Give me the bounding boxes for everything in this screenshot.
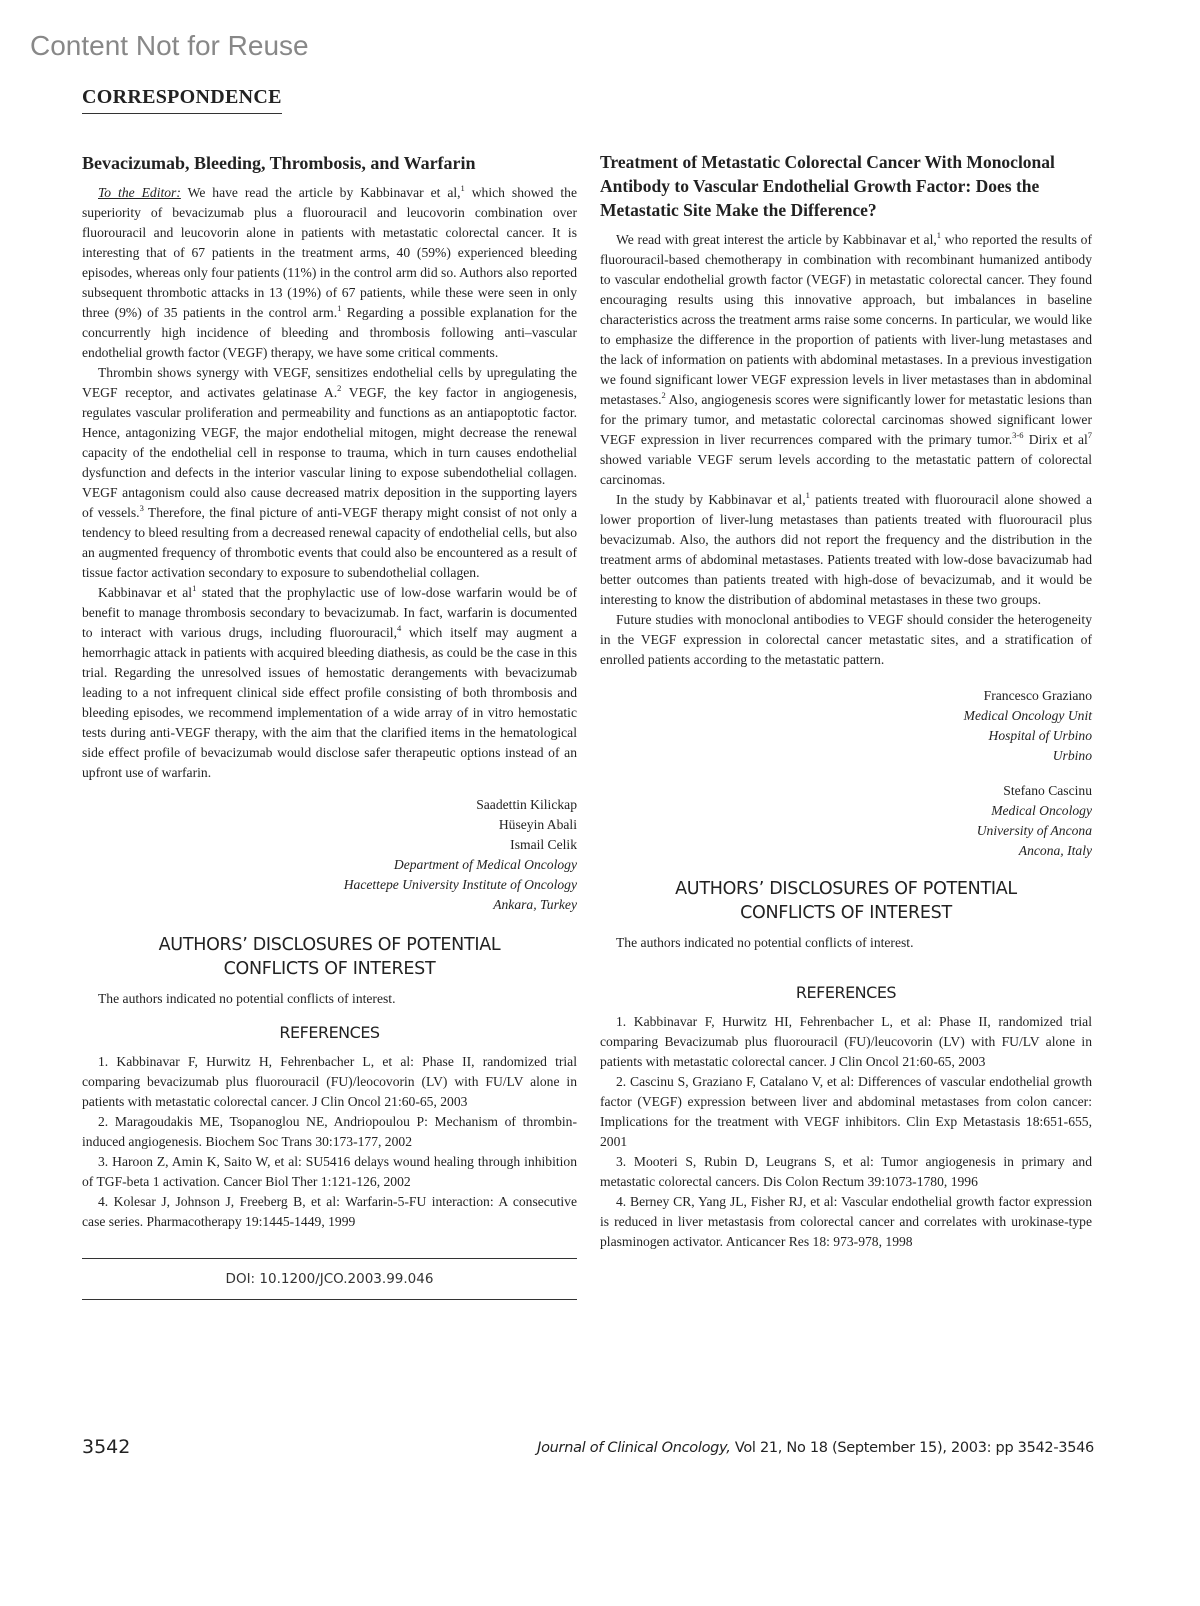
paragraph-text: which showed the superiority of bevacizumab plus a fluorouracil and leucovorin combination over fluorouracil and leucovorin alone in patients with metastatic colorectal cancer. It is interesting that of 67 patients in the treatment arms, 40 (59%) experienced bleeding episodes, whereas only four patients (11%) in the control arm did so. Authors also reported subsequent thrombotic attacks in 13 (19%) of 67 patients, while these were seen in only three (9%) of 35 patients in the control arm. [82, 185, 577, 320]
paragraph-text: which itself may augment a hemorrhagic attack in patients with acquired bleeding diathesis, as could be the case in this trial. Regarding the unresolved issues of hemostatic derangements with bevacizumab leading to a not infrequent clinical side effect profile consisting of both thrombosis and bleeding episodes, we recommend implementation of a wide array of in vitro hemostatic tests during anti-VEGF therapy, with the aim that the clarified items in the hematological side effect profile of bevacizumab would disclose safer therapeutic options instead of an upfront use of warfarin. [82, 625, 577, 780]
reference-superscript: 1 [805, 490, 810, 500]
journal-name: Journal of Clinical Oncology, [537, 1440, 731, 1456]
reference-item: 2. Cascinu S, Graziano F, Catalano V, et al: Differences of vascular endothelial growth factor (VEGF) expression between liver and abdominal metastases from colon cancer: Implications for the treatment with VEGF inhibitors. Clin Exp Metastasis 18:651-655, 2001 [600, 1074, 1092, 1149]
section-title: CORRESPONDENCE [82, 86, 282, 114]
paragraph-text: Also, angiogenesis scores were significantly lower for metastatic lesions than for the primary tumor, and metastatic colorectal carcinomas showed significant lower VEGF expression in liver recurrences compared with the primary tumor. [600, 392, 1092, 447]
author-affiliation: Hospital of Urbino [988, 728, 1092, 743]
right-letter [600, 150, 1092, 1252]
author-affiliation: Department of Medical Oncology [393, 857, 577, 872]
reference-superscript: 7 [1087, 430, 1093, 440]
left-letter-title: Bevacizumab, Bleeding, Thrombosis, and Warfarin [82, 153, 476, 173]
reference-superscript: 3 [139, 503, 144, 513]
author-name: Ismail Celik [510, 837, 577, 852]
paragraph [82, 183, 577, 363]
paragraph-text: Future studies with monoclonal antibodies to VEGF should consider the heterogeneity in the VEGF expression in colorectal cancer metastatic sites, and a stratification of enrolled patients according to the metastatic pattern. [600, 612, 1092, 667]
watermark: Content Not for Reuse [30, 30, 309, 61]
right-disclosure-heading [600, 877, 1092, 925]
reference-superscript: 1 [192, 583, 197, 593]
author-affiliation: Urbino [1052, 748, 1092, 763]
left-signature [82, 795, 577, 915]
reference-item: 1. Kabbinavar F, Hurwitz H, Fehrenbacher L, et al: Phase II, randomized trial comparing bevacizumab plus fluorouracil (FU)/leocovorin (LV) with FU/LV alone in patients with metastatic colorectal cancer. J Clin Oncol 21:60-65, 2003 [82, 1054, 577, 1109]
left-references-heading: REFERENCES [279, 1023, 380, 1042]
reference-superscript: 2 [337, 383, 342, 393]
to-the-editor-label: To the Editor: [98, 185, 181, 200]
reference-superscript: 3-6 [1012, 430, 1024, 440]
paragraph-text: In the study by Kabbinavar et al, [616, 492, 806, 507]
reference-item: 4. Berney CR, Yang JL, Fisher RJ, et al: Vascular endothelial growth factor expression is reduced in liver metastasis from colorectal cancer and correlates with urokinase-type plasminogen activator. Anticancer Res 18: 973-978, 1998 [600, 1194, 1092, 1249]
doi: DOI: 10.1200/JCO.2003.99.046 [225, 1271, 434, 1287]
right-references-heading: REFERENCES [795, 983, 897, 1002]
reference-superscript: 1 [337, 303, 342, 313]
author-affiliation: Ancona, Italy [1018, 843, 1092, 858]
paragraph-text: Therefore, the final picture of anti-VEGF therapy might consist of not only a tendency to bleed resulting from a decreased renewal capacity of endothelial cells, but also an augmented frequency of thrombotic events that could also be encountered as a result of tissue factor activation secondary to exposure to subendothelial collagen. [82, 505, 577, 580]
reference-superscript: 4 [396, 623, 402, 633]
right-references [600, 1012, 1092, 1252]
reference-item: 4. Kolesar J, Johnson J, Freeberg B, et al: Warfarin-5-FU interaction: A consecutive case series. Pharmacotherapy 19:1445-1449, 1999 [82, 1194, 577, 1229]
paragraph-text: Thrombin shows synergy with VEGF, sensitizes endothelial cells by upregulating the VEGF receptor, and activates gelatinase A. [82, 365, 577, 400]
disclosure-heading-line: CONFLICTS OF INTEREST [740, 903, 952, 923]
paragraph [600, 610, 1092, 670]
left-letter [82, 150, 577, 1300]
reference-superscript: 1 [936, 230, 942, 240]
right-signature-1 [600, 686, 1092, 766]
reference-item: 3. Mooteri S, Rubin D, Leugrans S, et al: Tumor angiogenesis in primary and metastatic colorectal cancers. Dis Colon Rectum 39:1073-1780, 1996 [600, 1154, 1092, 1189]
reference-superscript: 2 [661, 390, 666, 400]
author-name: Francesco Graziano [983, 688, 1092, 703]
paragraph-text: VEGF, the key factor in angiogenesis, regulates vascular proliferation and permeability and functions as an antiapoptotic factor. Hence, antagonizing VEGF, the major endothelial mitogen, might decrease the renewal capacity of the endothelial cell in response to trauma, which in turn causes endothelial dysfunction and defects in the interior vascular lining to expose subendothelial collagen. VEGF antagonism could also cause decreased matrix deposition in the supporting layers of vessels. [82, 385, 577, 520]
author-affiliation: Hacettepe University Institute of Oncology [343, 877, 577, 892]
paragraph [600, 490, 1092, 610]
left-disclosure-text: The authors indicated no potential conflicts of interest. [98, 991, 396, 1006]
left-letter-body [82, 183, 577, 783]
right-disclosure-text: The authors indicated no potential conflicts of interest. [616, 935, 914, 950]
paragraph-text: We have read the article by Kabbinavar et al, [180, 185, 461, 200]
disclosure-heading-line: AUTHORS’ DISCLOSURES OF POTENTIAL [158, 935, 501, 955]
author-name: Saadettin Kilickap [476, 797, 577, 812]
author-affiliation: Medical Oncology [991, 803, 1092, 818]
disclosure-heading-line: AUTHORS’ DISCLOSURES OF POTENTIAL [675, 879, 1017, 899]
left-disclosure-heading [82, 933, 577, 981]
paragraph-text: stated that the prophylactic use of low-dose warfarin would be of benefit to manage thrombosis secondary to bevacizumab. In fact, warfarin is documented to interact with various drugs, including fluorouracil, [82, 585, 578, 640]
reference-superscript: 1 [460, 183, 465, 193]
reference-item: 2. Maragoudakis ME, Tsopanoglou NE, Andriopoulou P: Mechanism of thrombin-induced angiogenesis. Biochem Soc Trans 30:173-177, 2002 [82, 1114, 577, 1149]
left-references [82, 1052, 577, 1232]
paragraph [82, 363, 577, 583]
paragraph-text: Kabbinavar et al [98, 585, 193, 600]
reference-item: 1. Kabbinavar F, Hurwitz HI, Fehrenbacher L, et al: Phase II, randomized trial comparing Bevacizumab plus fluorouracil (FU)/leucovorin (LV) with FU/LV alone in patients with metastatic colorectal cancer. J Clin Oncol 21:60-65, 2003 [600, 1014, 1092, 1069]
author-affiliation: Medical Oncology Unit [963, 708, 1092, 723]
paragraph-text: patients treated with fluorouracil alone showed a lower proportion of liver-lung metastases than patients treated with fluorouracil plus bevacizumab. Also, the authors did not report the frequency and the distribution in the treatment arms of abdominal metastases. Patients treated with low-dose bavacizumab had better outcomes than patients treated with high-dose of bevacizumab, and it would be interesting to know the distribution of abdominal metastases in these two groups. [600, 492, 1092, 607]
author-name: Stefano Cascinu [1003, 783, 1092, 798]
paragraph-text: who reported the results of fluorouracil-based chemotherapy in combination with recombinant humanized antibody to vascular endothelial growth factor (VEGF) in metastatic colorectal cancer. They found encouraging results using this innovative approach, but imbalances in baseline characteristics across the treatment arms raise some concerns. In particular, we would like to emphasize the difference in the proportion of patients with liver-lung metastases and the lack of information on patients with abdominal metastases. In a previous investigation we found significant lower VEGF expression levels in liver metastases than in abdominal metastases. [600, 232, 1092, 407]
divider [82, 1299, 577, 1300]
paragraph-text: showed variable VEGF serum levels according to the metastatic pattern of colorectal carcinomas. [600, 452, 1092, 487]
author-affiliation: University of Ancona [976, 823, 1092, 838]
disclosure-heading-line: CONFLICTS OF INTEREST [223, 959, 436, 979]
paragraph-text: Dirix et al [1023, 432, 1088, 447]
journal-citation [537, 1440, 1094, 1456]
paragraph-text: We read with great interest the article by Kabbinavar et al, [616, 232, 937, 247]
author-affiliation: Ankara, Turkey [493, 897, 577, 912]
journal-details: Vol 21, No 18 (September 15), 2003: pp 3542-3546 [730, 1440, 1094, 1456]
right-letter-title: Treatment of Metastatic Colorectal Cancer With Monoclonal Antibody to Vascular Endothelial Growth Factor: Does the Metastatic Site Make the Difference? [600, 152, 1055, 220]
author-name: Hüseyin Abali [498, 817, 577, 832]
paragraph [600, 230, 1092, 490]
page-number: 3542 [82, 1436, 131, 1458]
right-letter-body [600, 230, 1092, 670]
reference-item: 3. Haroon Z, Amin K, Saito W, et al: SU5416 delays wound healing through inhibition of TGF-beta 1 activation. Cancer Biol Ther 1:121-126, 2002 [82, 1154, 577, 1189]
paragraph-text: Regarding a possible explanation for the concurrently high incidence of bleeding and thrombosis following anti–vascular endothelial growth factor (VEGF) therapy, we have some critical comments. [82, 305, 577, 360]
right-signature-2 [600, 781, 1092, 861]
paragraph [82, 583, 577, 783]
